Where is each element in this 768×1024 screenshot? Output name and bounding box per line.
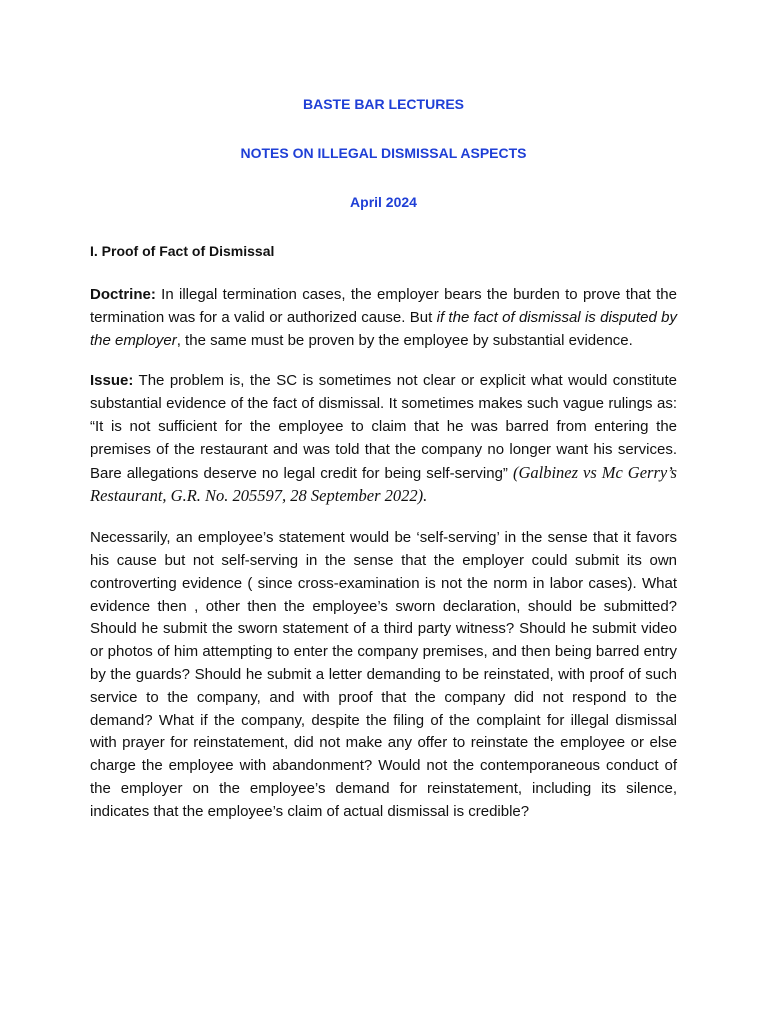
issue-citation: (Galbinez vs Mc Gerry’s Restaurant, G.R. No. 205597, 28 September 2022).: [90, 462, 677, 506]
document-page: [90, 94, 677, 824]
doctrine-text-after: , the same must be proven by the employee by substantial evidence.: [176, 331, 633, 349]
issue-label: Issue:: [90, 372, 134, 390]
document-header-subtitle: NOTES ON ILLEGAL DISMISSAL ASPECTS: [240, 145, 527, 161]
doctrine-text-before: In illegal termination cases, the employer bears the burden to prove that the termination was for a valid or authorized cause. But: [90, 286, 677, 326]
issue-text: The problem is, the SC is sometimes not clear or explicit what would constitute substantial evidence of the fact of dismissal. It sometimes makes such vague rulings as: “It is not sufficient for the employee to claim that he was barred from entering the premises of the restaurant and was told that the company no longer want his services. Bare allegations deserve no legal credit for being self-serving”: [90, 372, 677, 482]
doctrine-text-italic: if the fact of dismissal is disputed by the employer: [90, 308, 677, 349]
document-header-title: BASTE BAR LECTURES: [302, 96, 464, 112]
body-paragraph: Necessarily, an employee’s statement would be ‘self-serving’ in the sense that it favors his cause but not self-serving in the sense that the employer could submit its own controverting evidence ( since cross-examination is not the norm in labor cases). What evidence then , other then the employee’s sworn declaration, should be submitted? Should he submit the sworn statement of a third party witness? Should he submit video or photos of him attempting to enter the company premises, and then being barred entry by the guards? Should he submit a letter demanding to be reinstated, with proof of such service to the company, and with proof that the company did not respond to the demand? What if the company, despite the filing of the complaint for illegal dismissal with prayer for reinstatement, did not make any offer to reinstate the employee or else charge the employee with abandonment? Would not the contemporaneous conduct of the employer on the employee’s demand for reinstatement, including its silence, indicates that the employee’s claim of actual dismissal is credible?: [90, 529, 677, 820]
document-header-date: April 2024: [350, 194, 417, 210]
doctrine-label: Doctrine:: [90, 286, 156, 303]
doctrine-paragraph: [90, 284, 677, 352]
issue-paragraph: [90, 370, 677, 509]
section-title: I. Proof of Fact of Dismissal: [90, 243, 275, 259]
